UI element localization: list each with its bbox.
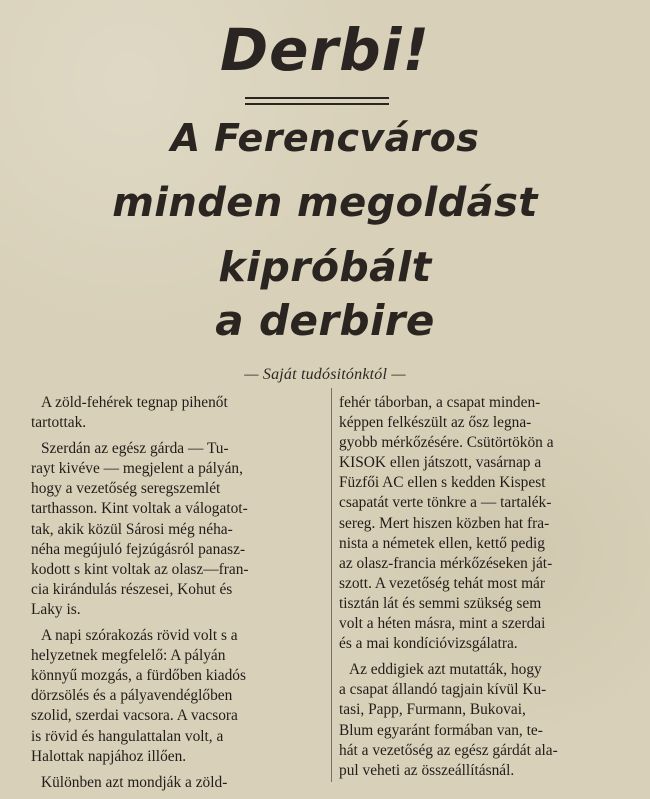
subhead-line-2: minden megoldást [112,180,538,226]
right-line-19: pul veheti az összeállításnál. [339,761,515,779]
byline: — Saját tudósitónktól — [244,366,406,383]
left-line-19: Különben azt mondják a zöld- [41,773,228,791]
right-line-17: Blum egyaránt formában van, te- [339,721,543,739]
left-line-8: néha megújuló fejzúgásról panasz- [31,540,246,558]
right-line-15: a csapat állandó tagjain kívül Ku- [339,681,547,699]
right-line-11: tisztán lát és semmi szükség sem [339,594,542,612]
article-column-right [339,393,630,787]
right-line-7: sereg. Mert hiszen közben hat fra- [339,514,550,532]
right-line-4: KISOK ellen játszott, vasárnap a [339,454,542,472]
left-line-15: dörzsölés és a pályavendéglőben [31,687,233,705]
left-line-18: Halottak napjához illően. [31,747,187,765]
left-line-6: tarthasson. Kint voltak a válogatot- [31,500,248,518]
headline-rule-top [245,97,389,99]
headline: Derbi! [220,16,430,84]
subhead-line-4: a derbire [215,296,435,345]
left-line-12: A napi szórakozás rövid volt s a [41,627,238,645]
right-line-9: az olasz-francia mérkőzéseken ját- [339,554,553,572]
right-line-2: képpen felkészült az ősz legna- [339,414,532,432]
left-line-4: rayt kivéve — megjelent a pályán, [31,460,243,478]
right-line-8: nista a németek ellen, kettő pedig [339,534,545,552]
column-divider [331,388,332,782]
right-line-16: tasi, Papp, Furmann, Bukovai, [339,701,526,719]
left-line-1: A zöld-fehérek tegnap pihenőt [41,394,228,411]
right-line-6: csapatát verte tönkre a — tartalék- [339,494,552,512]
subhead-line-1: A Ferencváros [170,116,480,160]
left-line-10: cia kirándulás részesei, Kohut és [31,580,233,598]
left-line-14: könnyű mozgás, a fürdőben kiadós [31,667,246,685]
left-line-5: hogy a vezetőség seregszemlét [31,480,221,498]
left-line-13: helyzetnek megfelelő: A pályán [31,647,226,665]
right-line-5: Füzfői AC ellen s kedden Kispest [339,474,546,492]
right-line-12: volt a héten másra, mint a szerdai [339,615,546,633]
right-line-14: Az eddigiek azt mutatták, hogy [349,661,542,679]
left-line-16: szolid, szerdai vacsora. A vacsora [31,707,238,725]
right-line-10: szott. A vezetőség tehát most már [339,574,546,592]
right-line-1: fehér táborban, a csapat minden- [339,394,541,411]
subhead-line-3: kipróbált [218,243,432,291]
article-column-left [31,393,323,799]
left-line-7: tak, akik közül Sárosi még néha- [31,520,233,538]
left-line-3: Szerdán az egész gárda — Tu- [41,440,229,458]
headline-rule-bottom [245,103,389,105]
left-line-2: tartottak. [31,414,87,432]
left-line-17: is rövid és hangulattalan volt, a [31,727,224,745]
right-line-18: hát a vezetőség az egész gárdát ala- [339,741,558,759]
left-line-11: Laky is. [31,600,81,618]
right-line-3: gyobb mérkőzésére. Csütörtökön a [339,434,554,452]
right-line-13: és a mai kondícióvizsgálatra. [339,635,518,653]
left-line-9: kodott s kint voltak az olasz—fran- [31,560,249,578]
